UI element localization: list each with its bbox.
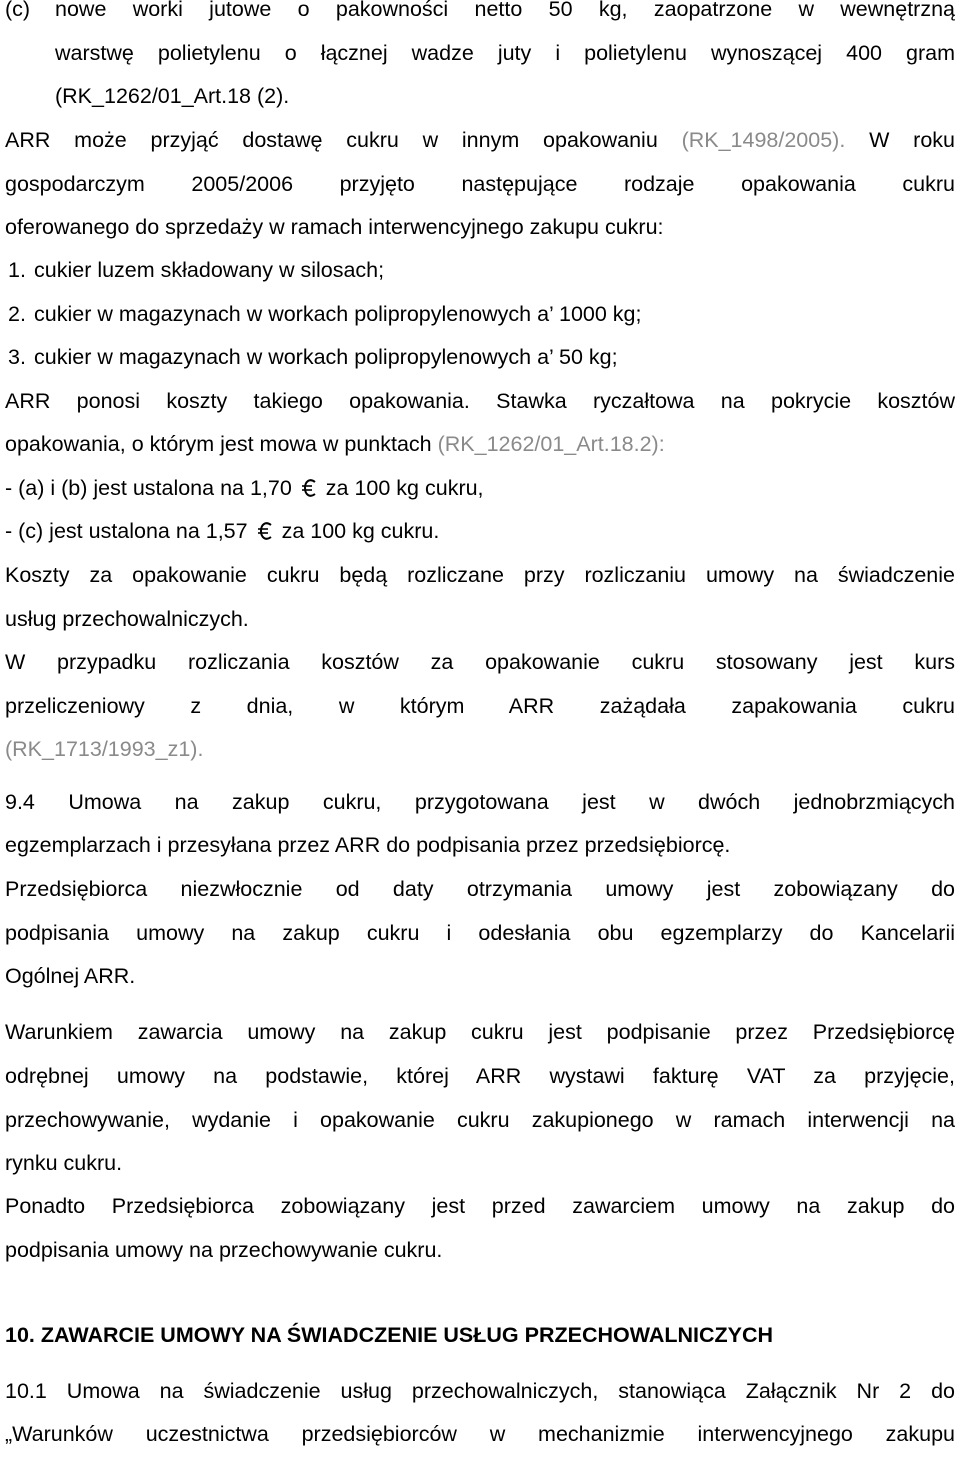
list-item: 3. cukier w magazynach w workach polipropylenowych a’ 50 kg; bbox=[8, 342, 958, 386]
reference-link: (RK_1713/1993_z1). bbox=[5, 737, 204, 761]
paragraph-c-line-2: warstwę polietylenu o łącznej wadze juty i polietylenu wynoszącej 400 gram bbox=[55, 41, 955, 65]
euro-icon bbox=[258, 522, 272, 540]
section-9-4-line-8: przechowywanie, wydanie i opakowanie cukru zakupionego w ramach interwencji na bbox=[5, 1108, 955, 1132]
section-9-4-line-9: rynku cukru. bbox=[5, 1151, 123, 1175]
section-number: 9.4 bbox=[5, 790, 35, 814]
paragraph-c-line-3: (RK_1262/01_Art.18 (2). bbox=[55, 84, 290, 108]
list-number: 3. bbox=[8, 345, 26, 369]
settlement-line-4: przeliczeniowy z dnia, w którym ARR zażądała zapakowania cukru bbox=[5, 694, 955, 718]
settlement-line-3: W przypadku rozliczania kosztów za opakowanie cukru stosowany jest kurs bbox=[5, 650, 955, 674]
section-9-4-line-7: odrębnej umowy na podstawie, której ARR wystawi fakturę VAT za przyjęcie, bbox=[5, 1064, 955, 1088]
list-item: 1. cukier luzem składowany w silosach; bbox=[8, 255, 958, 299]
section-10-heading: 10. ZAWARCIE UMOWY NA ŚWIADCZENIE USŁUG PRZECHOWALNICZYCH bbox=[5, 1323, 774, 1347]
section-9-4-line-6: Warunkiem zawarcia umowy na zakup cukru jest podpisanie przez Przedsiębiorcę bbox=[5, 1020, 955, 1044]
paragraph-c-label: (c) bbox=[5, 0, 31, 21]
list-number: 2. bbox=[8, 302, 26, 326]
settlement-line-2: usług przechowalniczych. bbox=[5, 607, 249, 631]
section-10-line-2: „Warunków uczestnictwa przedsiębiorców w mechanizmie interwencyjnego zakupu bbox=[5, 1422, 955, 1446]
costs-line-1: ARR ponosi koszty takiego opakowania. Stawka ryczałtowa na pokrycie kosztów bbox=[5, 389, 956, 413]
section-9-4-line-1: 9.4 Umowa na zakup cukru, przygotowana jest w dwóch jednobrzmiących bbox=[5, 790, 955, 814]
list-item: 2. cukier w magazynach w workach polipropylenowych a’ 1000 kg; bbox=[8, 299, 958, 343]
settlement-line-1: Koszty za opakowanie cukru będą rozliczane przy rozliczaniu umowy na świadczenie bbox=[5, 563, 955, 587]
packaging-line-3: oferowanego do sprzedaży w ramach interwencyjnego zakupu cukru: bbox=[5, 215, 664, 239]
reference-link: (RK_1498/2005). bbox=[681, 128, 846, 152]
section-9-4-line-5: Ogólnej ARR. bbox=[5, 964, 136, 988]
rate-line-1: - (a) i (b) jest ustalona na 1,70 za 100 kg cukru, bbox=[5, 476, 484, 500]
section-9-4-line-2: egzemplarzach i przesyłana przez ARR do podpisania przez przedsiębiorcę. bbox=[5, 833, 731, 857]
paragraph-c-line-1: (c) nowe worki jutowe o pakowności netto 50 kg, zaopatrzone w wewnętrzną bbox=[5, 0, 955, 38]
section-10-line-1: 10.1 Umowa na świadczenie usług przechowalniczych, stanowiąca Załącznik Nr 2 do bbox=[5, 1379, 955, 1403]
euro-icon bbox=[302, 479, 316, 497]
rate-line-2: - (c) jest ustalona na 1,57 za 100 kg cukru. bbox=[5, 519, 440, 543]
section-9-4-line-3: Przedsiębiorca niezwłocznie od daty otrzymania umowy jest zobowiązany do bbox=[5, 877, 955, 901]
list-number: 1. bbox=[8, 258, 26, 282]
reference-link: (RK_1262/01_Art.18.2): bbox=[437, 432, 665, 456]
packaging-line-2: gospodarczym 2005/2006 przyjęto następujące rodzaje opakowania cukru bbox=[5, 172, 955, 196]
section-9-4-line-4: podpisania umowy na zakup cukru i odesłania obu egzemplarzy do Kancelarii bbox=[5, 921, 955, 945]
costs-line-2: opakowania, o którym jest mowa w punktach (RK_1262/01_Art.18.2): bbox=[5, 432, 665, 456]
section-9-4-line-11: podpisania umowy na przechowywanie cukru. bbox=[5, 1238, 443, 1262]
section-9-4-line-10: Ponadto Przedsiębiorca zobowiązany jest przed zawarciem umowy na zakup do bbox=[5, 1194, 955, 1218]
packaging-intro: ARR może przyjąć dostawę cukru w innym opakowaniu (RK_1498/2005). W roku bbox=[5, 128, 955, 152]
